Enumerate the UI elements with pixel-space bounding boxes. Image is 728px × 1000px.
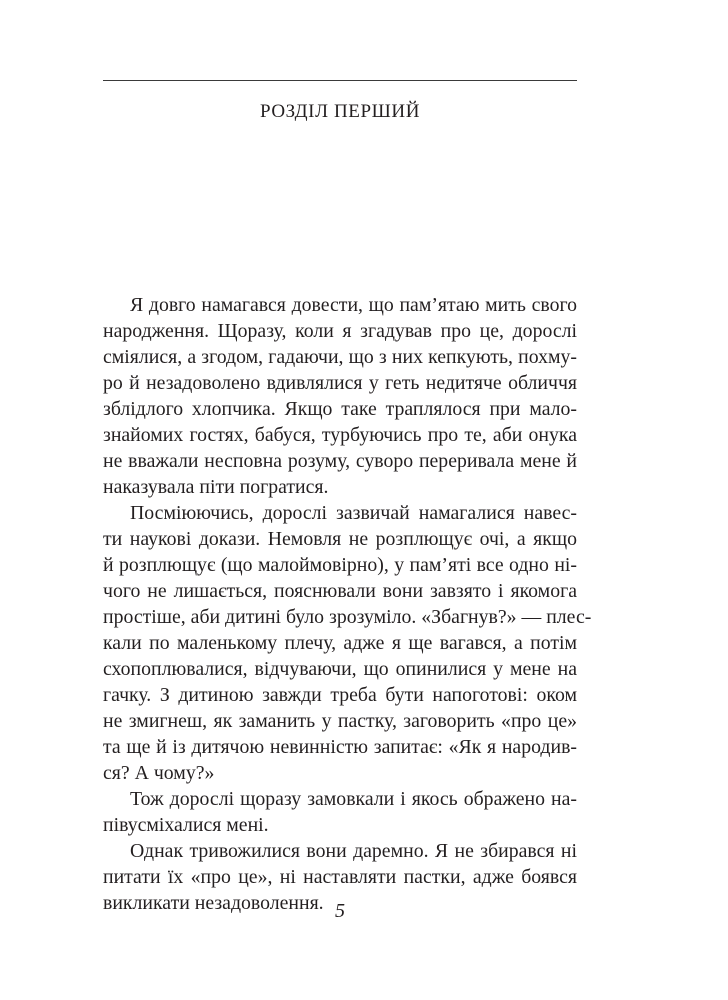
text-line: ти наукові докази. Немовля не розплющує очі, а якщо bbox=[103, 528, 577, 550]
text-line: сміялися, а згодом, гадаючи, що з них кепкують, похму- bbox=[103, 346, 577, 368]
chapter-title: РОЗДІЛ ПЕРШИЙ bbox=[259, 101, 421, 122]
text-line: ся? А чому?» bbox=[103, 762, 215, 784]
text-line: зблідлого хлопчика. Якщо таке траплялося при мало- bbox=[103, 398, 577, 420]
text-line: наказувала піти погратися. bbox=[103, 476, 329, 498]
text-line: Посміюючись, дорослі зазвичай намагалися навес- bbox=[130, 502, 577, 524]
page-number: 5 bbox=[335, 900, 345, 922]
text-line: й розплющує (що малоймовірно), у пам’яті все одно ні- bbox=[103, 554, 577, 576]
text-line: не вважали несповна розуму, суворо переривала мене й bbox=[103, 450, 577, 472]
text-line: знайомих гостях, бабуся, турбуючись про те, аби онука bbox=[103, 424, 577, 446]
text-line: не змигнеш, як заманить у пастку, заговорить «про це» bbox=[103, 710, 577, 732]
text-line: кали по маленькому плечу, адже я ще вагався, а потім bbox=[103, 632, 577, 654]
text-line: Тож дорослі щоразу замовкали і якось ображено на- bbox=[130, 788, 577, 810]
text-line: Однак тривожилися вони даремно. Я не збирався ні bbox=[130, 840, 577, 862]
text-line: гачку. З дитиною завжди треба бути напоготові: оком bbox=[103, 684, 577, 706]
text-line: ро й незадоволено вдивлялися у геть недитяче обличчя bbox=[103, 372, 577, 394]
header-rule bbox=[103, 80, 577, 81]
text-line: простіше, аби дитині було зрозуміло. «Збагнув?» — плес- bbox=[103, 606, 592, 628]
text-line: викликати незадоволення. bbox=[103, 892, 324, 914]
text-line: питати їх «про це», ні наставляти пастки, адже боявся bbox=[103, 866, 577, 888]
text-line: Я довго намагався довести, що пам’ятаю мить свого bbox=[130, 294, 577, 316]
text-line: чого не лишається, пояснювали вони завзято і якомога bbox=[103, 580, 577, 602]
text-line: народження. Щоразу, коли я згадував про це, дорослі bbox=[103, 320, 577, 342]
text-line: схопоплювалися, відчуваючи, що опинилися у мене на bbox=[103, 658, 577, 680]
text-line: півусміхалися мені. bbox=[103, 814, 269, 836]
text-line: та ще й із дитячою невинністю запитає: «Як я народив- bbox=[103, 736, 577, 758]
